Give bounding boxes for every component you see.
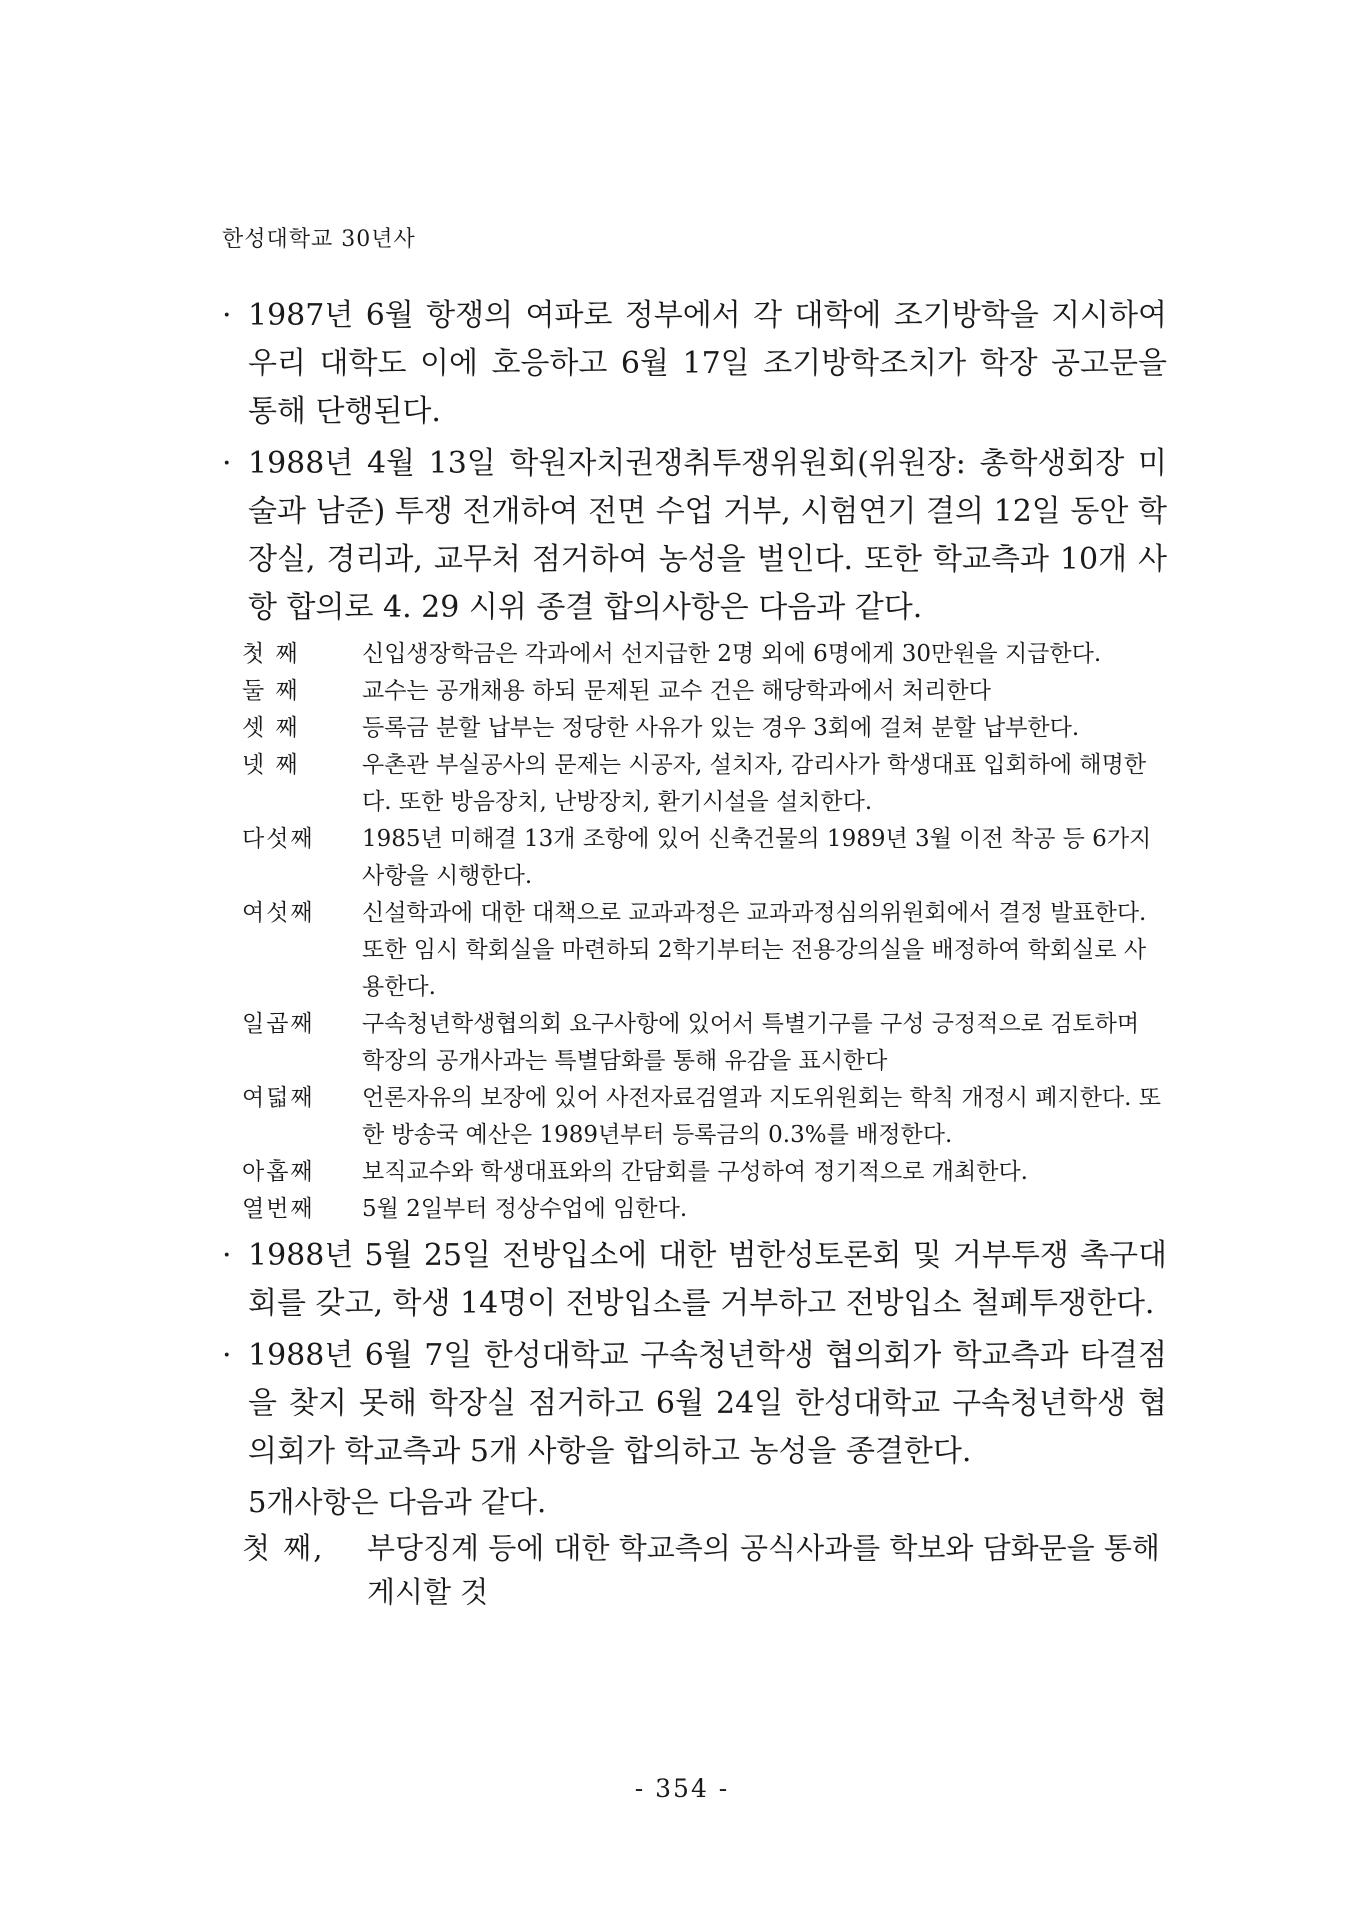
item-text: 1985년 미해결 13개 조항에 있어 신축건물의 1989년 3월 이전 착공 등 6가지 사항을 시행한다. xyxy=(362,826,1152,889)
agreement-item xyxy=(242,895,1167,1006)
page-number: - 354 - xyxy=(634,1774,730,1803)
item-text: 부당징계 등에 대한 학교측의 공식사과를 학보와 담화문을 통해 게시할 것 xyxy=(367,1531,1160,1609)
item-text: 교수는 공개채용 하되 문제된 교수 건은 해당학과에서 처리한다 xyxy=(362,678,991,704)
agreement-item xyxy=(242,747,1167,821)
paragraph-1988-april xyxy=(222,440,1167,632)
paragraph-text: 1988년 6월 7일 한성대학교 구속청년학생 협의회가 학교측과 타결점을 찾지 못해 학장실 점거하고 6월 24일 한성대학교 구속청년학생 협의회가 학교측과 5개 사항을 합의하고 농성을 종결한다. xyxy=(248,1338,1167,1469)
item-text: 구속청년학생협의회 요구사항에 있어서 특별기구를 구성 긍정적으로 검토하며 학장의 공개사과는 특별담화를 통해 유감을 표시한다 xyxy=(362,1011,1140,1074)
agreement-item xyxy=(242,1154,1167,1191)
item-label: 다섯째 xyxy=(242,826,315,852)
item-label: 둘 째 xyxy=(242,678,300,704)
paragraph-1988-may xyxy=(222,1232,1167,1328)
paragraph-text: 1988년 5월 25일 전방입소에 대한 범한성토론회 및 거부투쟁 촉구대회를 갖고, 학생 14명이 전방입소를 거부하고 전방입소 철폐투쟁한다. xyxy=(248,1238,1167,1321)
agreement-list xyxy=(222,636,1167,1228)
item-text: 신설학과에 대한 대책으로 교과과정은 교과과정심의위원회에서 결정 발표한다. 또한 임시 학회실을 마련하되 2학기부터는 전용강의실을 배정하여 학회실로 사용한다. xyxy=(362,900,1147,1000)
agreement-item xyxy=(242,1191,1167,1228)
paragraph-1988-june xyxy=(222,1332,1167,1476)
item-text: 보직교수와 학생대표와의 간담회를 구성하여 정기적으로 개최한다. xyxy=(362,1159,1028,1185)
bullet-mark: · xyxy=(222,1238,232,1273)
item-text: 등록금 분할 납부는 정당한 사유가 있는 경우 3회에 걸쳐 분할 납부한다. xyxy=(362,715,1080,741)
agreement-item xyxy=(242,821,1167,895)
agreement-item xyxy=(242,1080,1167,1154)
bullet-mark: · xyxy=(222,446,232,481)
agreement-item xyxy=(242,1006,1167,1080)
paragraph-1987-june xyxy=(222,292,1167,436)
agreement-item xyxy=(242,673,1167,710)
item-label: 첫 째, xyxy=(242,1531,325,1565)
item-text: 5월 2일부터 정상수업에 임한다. xyxy=(362,1196,688,1222)
paragraph-text: 1987년 6월 항쟁의 여파로 정부에서 각 대학에 조기방학을 지시하여 우리 대학도 이에 호응하고 6월 17일 조기방학조치가 학장 공고문을 통해 단행된다. xyxy=(248,298,1167,429)
agreement-item xyxy=(242,710,1167,747)
page-body xyxy=(222,292,1167,1614)
item-text: 언론자유의 보장에 있어 사전자료검열과 지도위원회는 학칙 개정시 폐지한다. 또한 방송국 예산은 1989년부터 등록금의 0.3%를 배정한다. xyxy=(362,1085,1161,1148)
five-items-intro: 5개사항은 다음과 같다. xyxy=(248,1485,547,1519)
item-text: 신입생장학금은 각과에서 선지급한 2명 외에 6명에게 30만원을 지급한다. xyxy=(362,641,1102,667)
bullet-mark: · xyxy=(222,1338,232,1373)
item-text: 우촌관 부실공사의 문제는 시공자, 설치자, 감리사가 학생대표 입회하에 해명한다. 또한 방음장치, 난방장치, 환기시설을 설치한다. xyxy=(362,752,1147,815)
five-items-entry xyxy=(242,1526,1167,1614)
running-header: 한성대학교 30년사 xyxy=(222,227,416,252)
item-label: 첫 째 xyxy=(242,641,300,667)
bullet-mark: · xyxy=(222,298,232,333)
item-label: 아홉째 xyxy=(242,1159,315,1185)
item-label: 셋 째 xyxy=(242,715,300,741)
item-label: 여덟째 xyxy=(242,1085,315,1111)
item-label: 열번째 xyxy=(242,1196,315,1222)
item-label: 여섯째 xyxy=(242,900,315,926)
item-label: 일곱째 xyxy=(242,1011,315,1037)
paragraph-text: 1988년 4월 13일 학원자치권쟁취투쟁위원회(위원장: 총학생회장 미술과 남준) 투쟁 전개하여 전면 수업 거부, 시험연기 결의 12일 동안 학장실, 경리과, 교무처 점거하여 농성을 벌인다. 또한 학교측과 10개 사항 합의로 4. 29 시위 종결 합의사항은 다음과 같다. xyxy=(248,446,1167,625)
agreement-item xyxy=(242,636,1167,673)
item-label: 넷 째 xyxy=(242,752,300,778)
